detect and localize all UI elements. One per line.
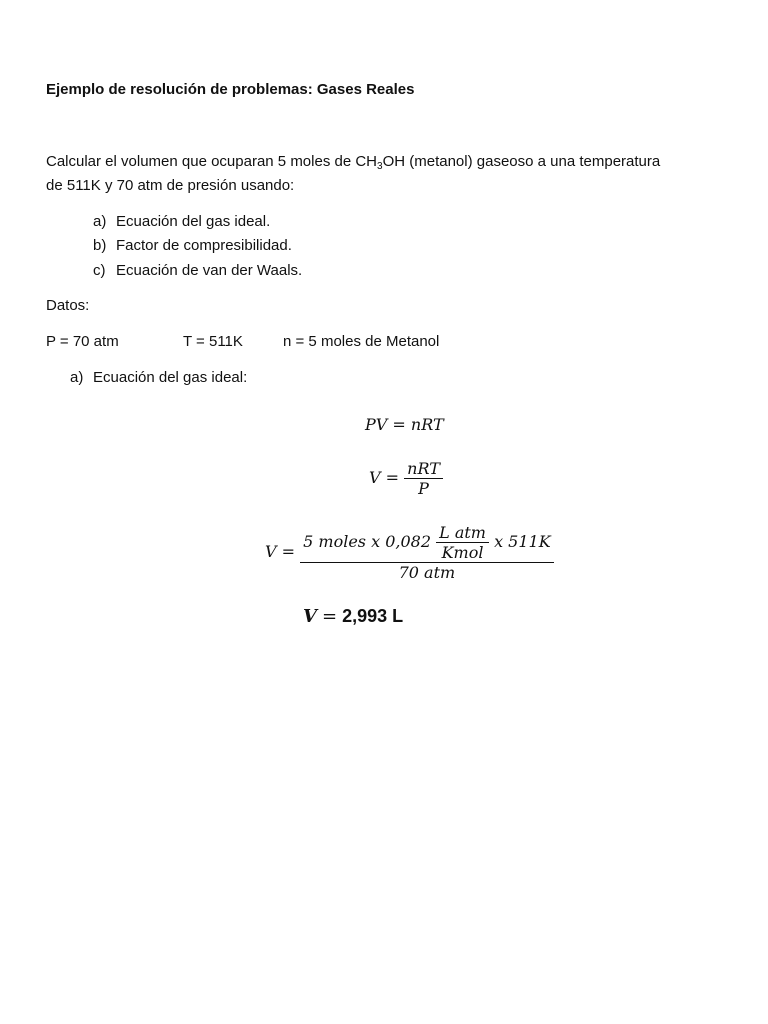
option-a-text: Ecuación del gas ideal. (116, 213, 271, 230)
numerator-temperature-term: x 511K (494, 532, 551, 551)
page-title: Ejemplo de resolución de problemas: Gases Reales (46, 81, 415, 98)
volume-substitution (265, 523, 554, 582)
volume-formula-numerator: nRT (407, 459, 440, 478)
volume-substitution-fraction (300, 523, 554, 582)
section-a-heading: Ecuación del gas ideal: (93, 369, 248, 386)
result-equals: = (321, 606, 338, 627)
volume-formula-denominator: P (404, 478, 443, 498)
datos-label: Datos: (46, 297, 90, 314)
option-b-text: Factor de compresibilidad. (116, 237, 292, 254)
result-value: 2,993 L (342, 606, 404, 626)
section-a-marker: a) (70, 369, 84, 386)
volume-substitution-denominator: 70 atm (300, 562, 554, 582)
units-fraction (436, 523, 489, 562)
option-b-marker: b) (93, 237, 107, 254)
volume-substitution-lhs: V = (265, 542, 296, 561)
option-c-marker: c) (93, 262, 106, 279)
numerator-moles-term: 5 moles x 0,082 (303, 532, 432, 551)
problem-line-2: de 511K y 70 atm de presión usando: (46, 177, 295, 194)
volume-substitution-numerator (300, 523, 554, 562)
datos-temperature: T = 511K (183, 333, 243, 350)
result-lhs: V (303, 606, 317, 627)
option-a-marker: a) (93, 213, 107, 230)
units-denominator: Kmol (436, 542, 489, 562)
datos-pressure: P = 70 atm (46, 333, 119, 350)
datos-moles: n = 5 moles de Metanol (283, 333, 440, 350)
units-numerator: L atm (439, 523, 486, 542)
problem-line-1-end: OH (metanol) gaseoso a una temperatura (382, 153, 661, 170)
problem-line-1-start: Calcular el volumen que ocuparan 5 moles de CH (46, 153, 378, 170)
formula-subscript: 3 (377, 161, 383, 172)
volume-result (303, 606, 403, 627)
volume-formula-fraction (404, 459, 443, 498)
volume-formula-lhs: V = (369, 468, 400, 487)
ideal-gas-equation: PV = nRT (365, 415, 444, 434)
problem-line-1 (46, 153, 660, 170)
option-c-text: Ecuación de van der Waals. (116, 262, 303, 279)
volume-formula (369, 459, 443, 498)
